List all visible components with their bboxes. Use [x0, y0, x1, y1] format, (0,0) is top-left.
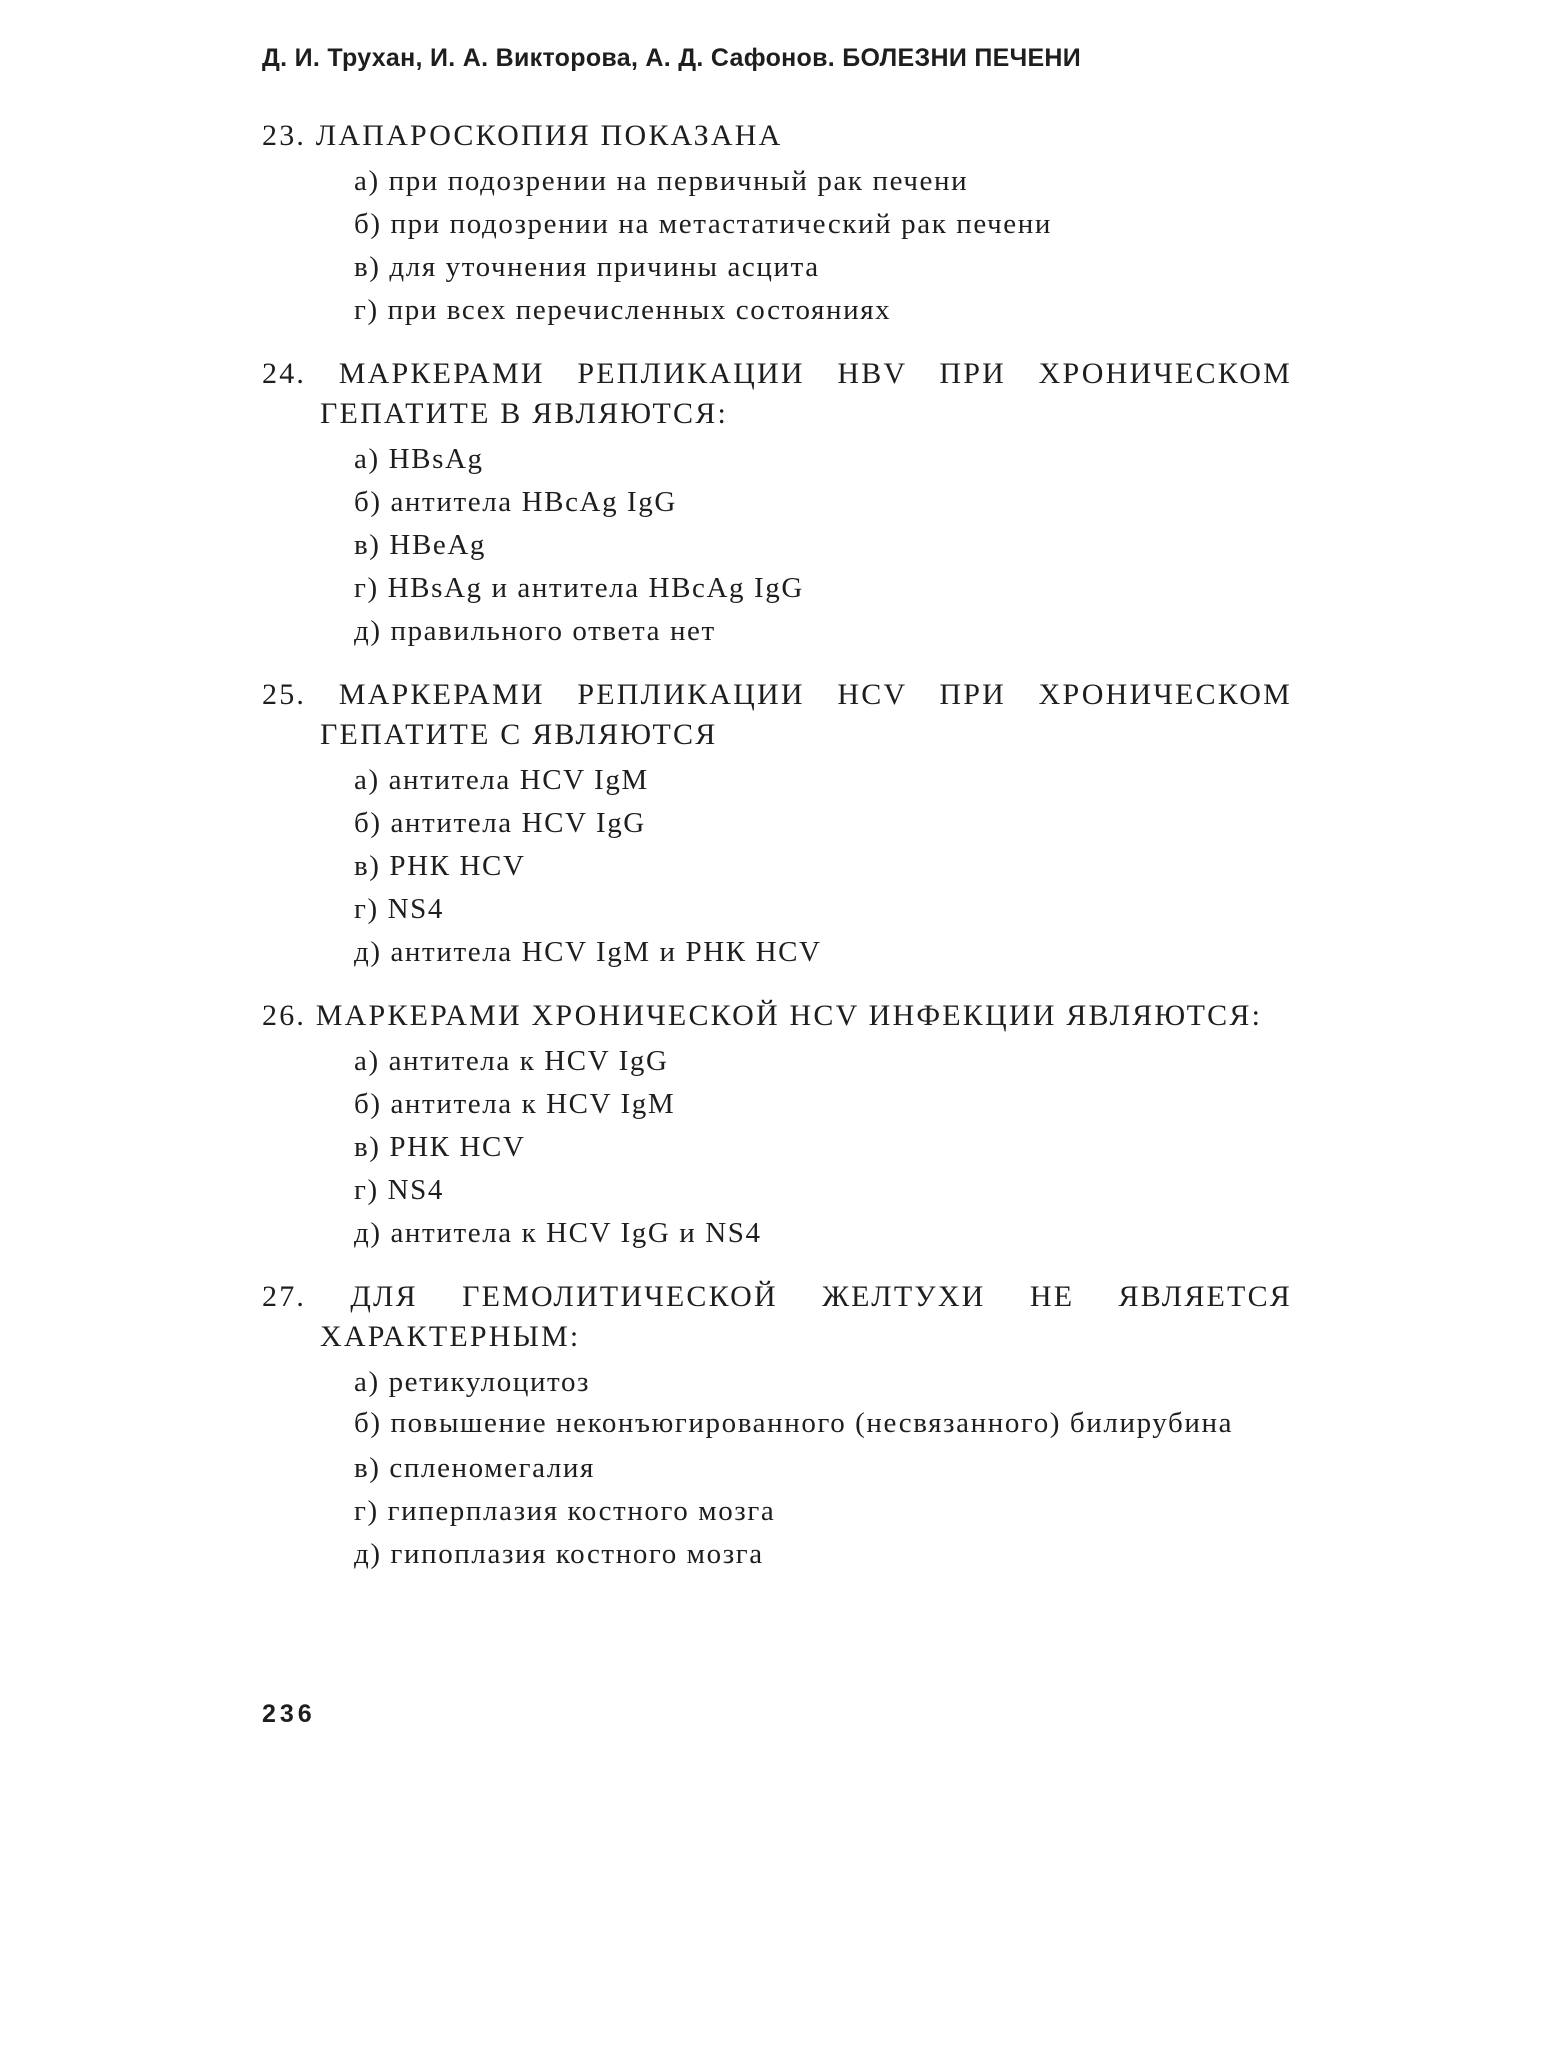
- question-title: 27. ДЛЯ ГЕМОЛИТИЧЕСКОЙ ЖЕЛТУХИ НЕ ЯВЛЯЕТСЯ ХАРАКТЕРНЫМ:: [262, 1280, 1292, 1353]
- answer-option: а) антитела к HCV IgG: [354, 1045, 669, 1077]
- answer-option: а) HBsAg: [354, 443, 484, 475]
- answer-option: б) антитела HBcAg IgG: [354, 486, 677, 518]
- answer-option: г) при всех перечисленных состояниях: [354, 294, 892, 326]
- answer-options: [262, 160, 1292, 332]
- answer-option: б) повышение неконъюгированного (несвязанного) билирубина: [354, 1407, 1234, 1439]
- answer-option: в) спленомегалия: [354, 1452, 595, 1484]
- question-27: [262, 1277, 1292, 1576]
- answer-option: в) РНК HCV: [354, 850, 526, 882]
- answer-option: г) гиперплазия костного мозга: [354, 1495, 776, 1527]
- answer-option: б) антитела HCV IgG: [354, 807, 646, 839]
- answer-option: а) при подозрении на первичный рак печени: [354, 165, 969, 197]
- page-number: 236: [262, 1700, 316, 1728]
- running-header: Д. И. Трухан, И. А. Викторова, А. Д. Сафонов. БОЛЕЗНИ ПЕЧЕНИ: [262, 44, 1082, 72]
- answer-option: д) гипоплазия костного мозга: [354, 1538, 764, 1570]
- answer-option: г) NS4: [354, 893, 444, 925]
- answer-option: а) антитела HCV IgM: [354, 764, 649, 796]
- question-25: [262, 675, 1292, 974]
- answer-option: в) РНК HCV: [354, 1131, 526, 1163]
- question-title: 23. ЛАПАРОСКОПИЯ ПОКАЗАНА: [262, 119, 783, 152]
- answer-options: [262, 759, 1292, 974]
- answer-option: в) для уточнения причины асцита: [354, 251, 820, 283]
- answer-option: д) правильного ответа нет: [354, 615, 716, 647]
- answer-option: б) антитела к HCV IgM: [354, 1088, 676, 1120]
- question-26: [262, 996, 1292, 1255]
- question-title: 26. МАРКЕРАМИ ХРОНИЧЕСКОЙ HCV ИНФЕКЦИИ ЯВЛЯЮТСЯ:: [262, 999, 1263, 1032]
- question-23: [262, 116, 1292, 332]
- answer-option: б) при подозрении на метастатический рак печени: [354, 208, 1053, 240]
- answer-options: [262, 1040, 1292, 1255]
- question-title: 24. МАРКЕРАМИ РЕПЛИКАЦИИ HBV ПРИ ХРОНИЧЕСКОМ ГЕПАТИТЕ В ЯВЛЯЮТСЯ:: [262, 357, 1292, 430]
- answer-option: г) HBsAg и антитела HBcAg IgG: [354, 572, 804, 604]
- question-title: 25. МАРКЕРАМИ РЕПЛИКАЦИИ HCV ПРИ ХРОНИЧЕСКОМ ГЕПАТИТЕ С ЯВЛЯЮТСЯ: [262, 678, 1292, 751]
- answer-option: г) NS4: [354, 1174, 444, 1206]
- question-list: [262, 116, 1292, 1598]
- answer-option: а) ретикулоцитоз: [354, 1366, 591, 1398]
- answer-option: в) HBeAg: [354, 529, 487, 561]
- question-24: [262, 354, 1292, 653]
- answer-options: [262, 438, 1292, 653]
- answer-options: [262, 1361, 1292, 1576]
- answer-option: д) антитела к HCV IgG и NS4: [354, 1217, 762, 1249]
- answer-option: д) антитела HCV IgM и РНК HCV: [354, 936, 822, 968]
